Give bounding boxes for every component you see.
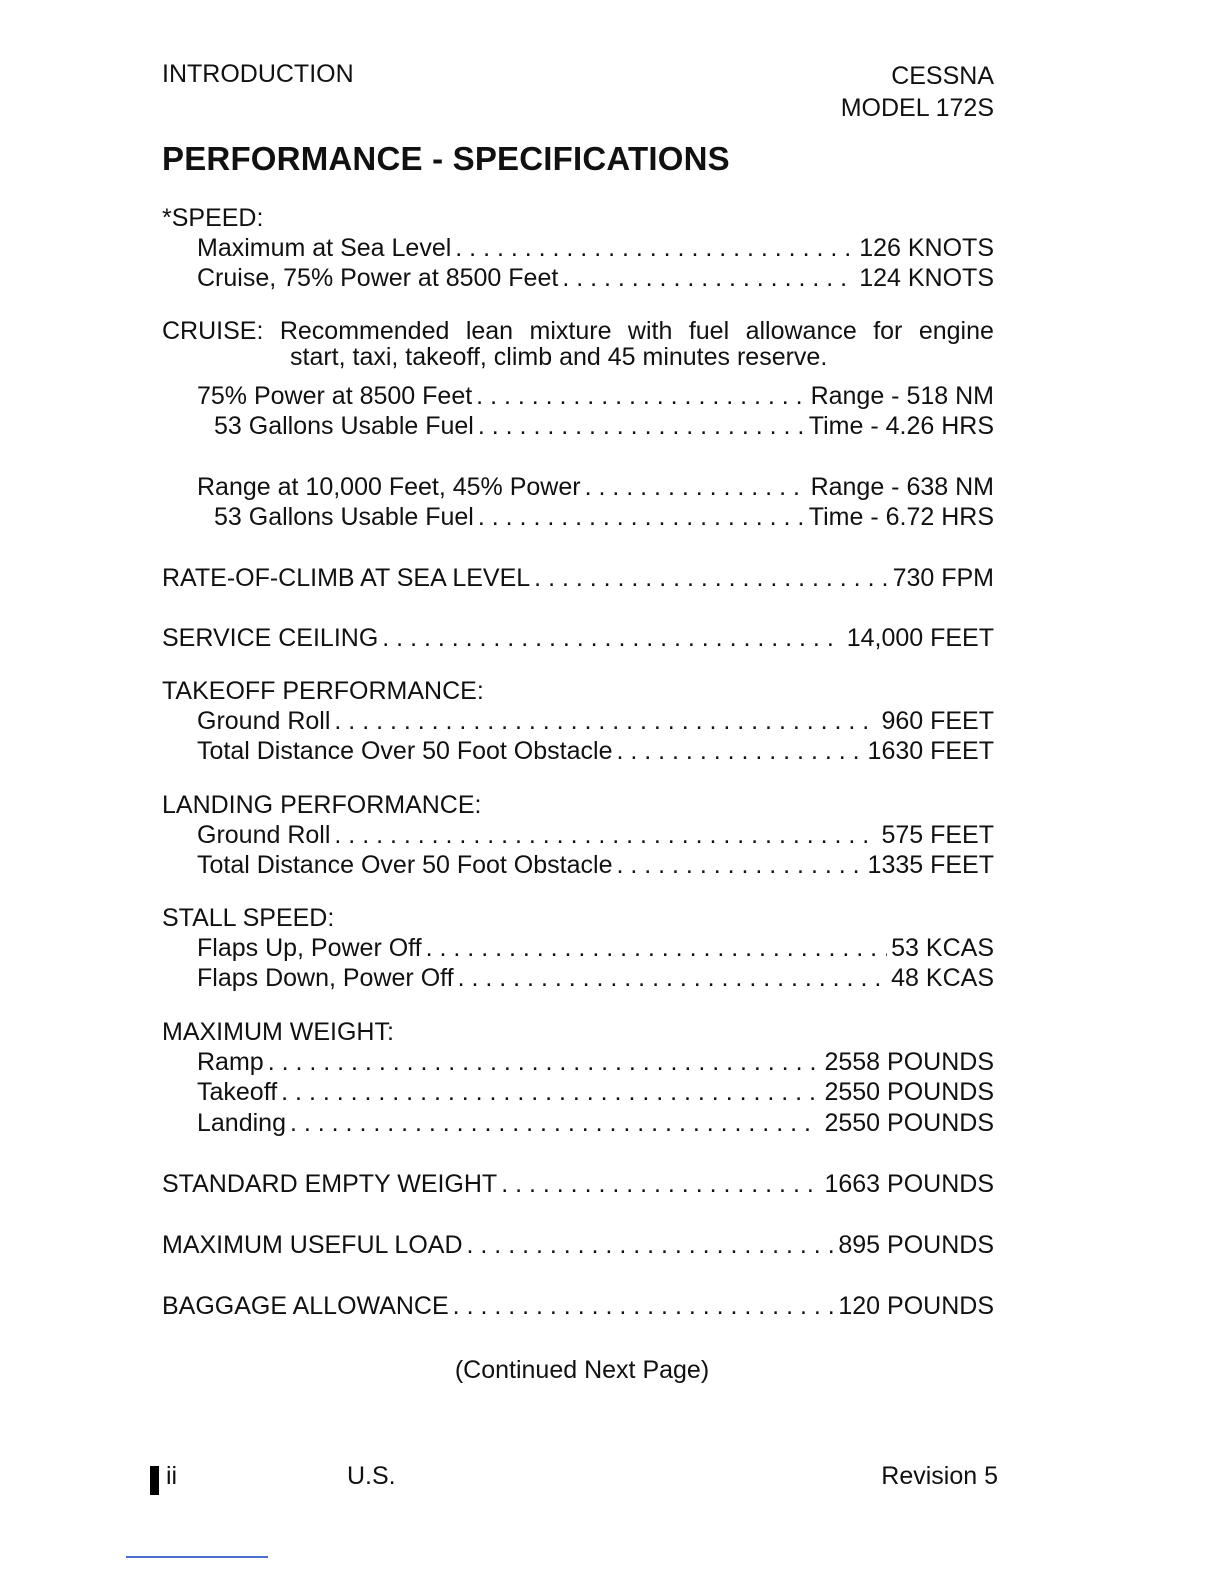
page-number: ii — [166, 1462, 178, 1490]
spec-row — [162, 563, 994, 593]
cruise-note-line1 — [162, 318, 994, 344]
spec-label: Takeoff — [197, 1078, 278, 1106]
continued-note: (Continued Next Page) — [454, 1356, 710, 1384]
spec-row — [197, 963, 994, 993]
header-section-label: INTRODUCTION — [162, 60, 354, 88]
spec-label: Ground Roll — [197, 707, 331, 735]
leader-dots — [501, 1169, 820, 1199]
spec-value: 1663 POUNDS — [824, 1170, 994, 1198]
speed-heading: *SPEED: — [162, 204, 264, 232]
leader-dots — [562, 263, 855, 293]
header-manufacturer: CESSNA — [891, 62, 994, 90]
leader-dots — [476, 381, 806, 411]
spec-row — [197, 1047, 994, 1077]
spec-row — [162, 1230, 994, 1260]
spec-row — [162, 1291, 994, 1321]
leader-dots — [453, 1291, 835, 1321]
cruise-word: mixture — [529, 317, 612, 345]
page-title: PERFORMANCE - SPECIFICATIONS — [162, 140, 730, 177]
leader-dots — [616, 850, 863, 880]
spec-row — [197, 706, 994, 736]
spec-value: Time - 4.26 HRS — [808, 412, 994, 440]
cruise-word: with — [627, 317, 673, 345]
leader-dots — [268, 1047, 821, 1077]
spec-label: Maximum at Sea Level — [197, 234, 452, 262]
cruise-note-line2: start, taxi, takeoff, climb and 45 minutes reserve. — [290, 343, 828, 371]
leader-dots — [426, 933, 888, 963]
spec-row — [197, 850, 994, 880]
spec-label: Cruise, 75% Power at 8500 Feet — [197, 264, 559, 292]
spec-label: Flaps Up, Power Off — [197, 934, 422, 962]
spec-value: Range - 518 NM — [810, 382, 994, 410]
spec-value: 2550 POUNDS — [824, 1078, 994, 1106]
footer-region: U.S. — [347, 1462, 396, 1490]
spec-value: 2550 POUNDS — [824, 1109, 994, 1137]
spec-value: 575 FEET — [881, 821, 994, 849]
spec-row — [197, 381, 994, 411]
spec-label: RATE-OF-CLIMB AT SEA LEVEL — [162, 564, 531, 592]
spec-value: 1630 FEET — [867, 737, 994, 765]
spec-row — [197, 263, 994, 293]
footer-revision: Revision 5 — [881, 1462, 998, 1490]
spec-label: Flaps Down, Power Off — [197, 964, 454, 992]
spec-value: 53 KCAS — [891, 934, 994, 962]
spec-label: SERVICE CEILING — [162, 624, 379, 652]
spec-value: 730 FPM — [892, 564, 994, 592]
stall-heading: STALL SPEED: — [162, 904, 335, 932]
leader-dots — [616, 736, 863, 766]
spec-row — [197, 736, 994, 766]
spec-value: 14,000 FEET — [846, 624, 994, 652]
leader-dots — [458, 963, 888, 993]
spec-row — [197, 1077, 994, 1107]
leader-dots — [334, 820, 877, 850]
takeoff-heading: TAKEOFF PERFORMANCE: — [162, 677, 484, 705]
cruise-word: engine — [918, 317, 994, 345]
spec-value: 2558 POUNDS — [824, 1048, 994, 1076]
leader-dots — [467, 1230, 835, 1260]
leader-dots — [478, 411, 805, 441]
spec-label: Range at 10,000 Feet, 45% Power — [197, 473, 581, 501]
spec-value: 120 POUNDS — [838, 1292, 994, 1320]
leader-dots — [455, 233, 855, 263]
spec-row — [197, 820, 994, 850]
spec-value: 1335 FEET — [867, 851, 994, 879]
spec-label: Ramp — [197, 1048, 264, 1076]
cruise-word: CRUISE: — [162, 317, 264, 345]
cruise-note — [162, 318, 994, 370]
spec-label: 53 Gallons Usable Fuel — [214, 503, 474, 531]
spec-value: Range - 638 NM — [810, 473, 994, 501]
leader-dots — [534, 563, 888, 593]
spec-label: Ground Roll — [197, 821, 331, 849]
spec-row — [197, 233, 994, 263]
spec-row — [197, 472, 994, 502]
spec-value: 895 POUNDS — [838, 1231, 994, 1259]
spec-row — [214, 502, 994, 532]
header-model — [841, 60, 994, 124]
spec-label: Total Distance Over 50 Foot Obstacle — [197, 851, 613, 879]
cruise-word: fuel — [688, 317, 730, 345]
spec-value: 124 KNOTS — [859, 264, 994, 292]
spec-value: Time - 6.72 HRS — [808, 503, 994, 531]
leader-dots — [478, 502, 805, 532]
cruise-word: allowance — [745, 317, 857, 345]
revision-bar — [150, 1466, 159, 1495]
leader-dots — [290, 1108, 820, 1138]
spec-row — [197, 1108, 994, 1138]
spec-row — [214, 411, 994, 441]
leader-dots — [585, 472, 807, 502]
spec-row — [197, 933, 994, 963]
spec-label: BAGGAGE ALLOWANCE — [162, 1292, 449, 1320]
spec-label: Total Distance Over 50 Foot Obstacle — [197, 737, 613, 765]
spec-label: MAXIMUM USEFUL LOAD — [162, 1231, 463, 1259]
scan-artifact-line — [126, 1556, 268, 1558]
cruise-word: for — [873, 317, 903, 345]
leader-dots — [382, 623, 842, 653]
spec-label: Landing — [197, 1109, 286, 1137]
max-weight-heading: MAXIMUM WEIGHT: — [162, 1018, 394, 1046]
spec-row — [162, 623, 994, 653]
header-model-number: MODEL 172S — [840, 94, 994, 122]
spec-row — [162, 1169, 994, 1199]
landing-heading: LANDING PERFORMANCE: — [162, 791, 482, 819]
leader-dots — [334, 706, 877, 736]
leader-dots — [281, 1077, 820, 1107]
cruise-word: Recommended — [279, 317, 450, 345]
spec-label: 53 Gallons Usable Fuel — [214, 412, 474, 440]
cruise-word: lean — [465, 317, 514, 345]
spec-value: 126 KNOTS — [859, 234, 994, 262]
spec-label: STANDARD EMPTY WEIGHT — [162, 1170, 498, 1198]
spec-value: 48 KCAS — [891, 964, 994, 992]
spec-label: 75% Power at 8500 Feet — [197, 382, 473, 410]
spec-value: 960 FEET — [881, 707, 994, 735]
